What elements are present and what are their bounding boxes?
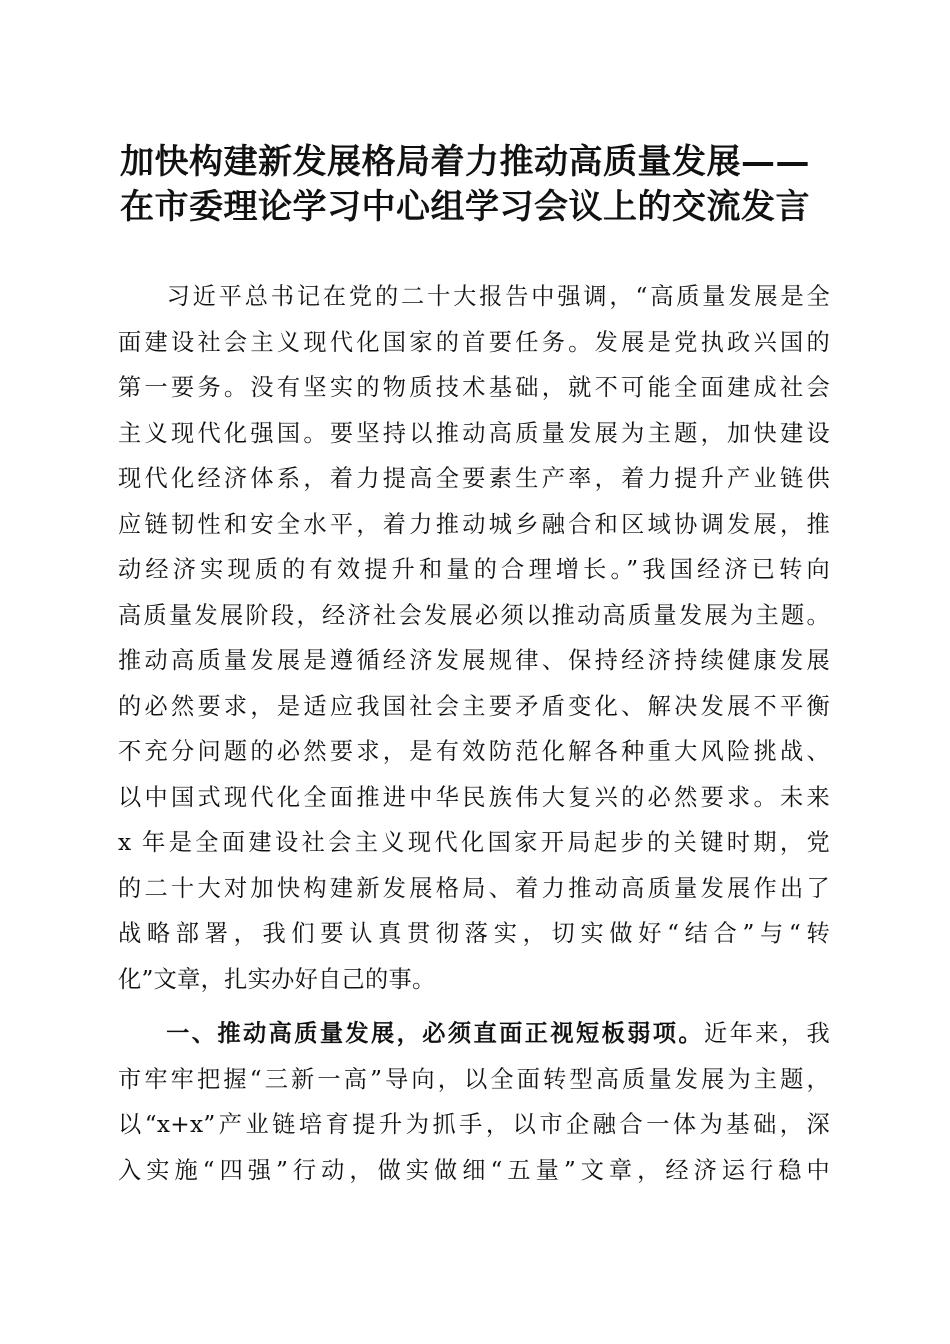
paragraph-1-line-8: 高质量发展阶段，经济社会发展必须以推动高质量发展为主题。 (118, 601, 830, 629)
document-title-line-2: 在市委理论学习中心组学习会议上的交流发言 (120, 187, 810, 227)
paragraph-1-line-13: x 年是全面建设社会主义现代化国家开局起步的关键时期，党 (118, 829, 830, 856)
paragraph-1-line-1-text: 习近平总书记在党的二十大报告中强调，“高质量发展是全 (164, 283, 830, 310)
paragraph-1-line-10: 的必然要求，是适应我国社会主要矛盾变化、解决发展不平衡 (118, 692, 830, 720)
paragraph-1-line-4: 主义现代化强国。要坚持以推动高质量发展为主题，加快建设 (118, 419, 830, 447)
document-body (118, 274, 830, 1193)
section-1-heading: 一、推动高质量发展，必须直面正视短板弱项。 (164, 1020, 705, 1047)
paragraph-1-line-6: 应链韧性和安全水平，着力推动城乡融合和区域协调发展，推 (118, 510, 830, 538)
paragraph-1-line-12: 以中国式现代化全面推进中华民族伟大复兴的必然要求。未来 (118, 783, 830, 811)
paragraph-1-line-16: 化”文章，扎实办好自己的事。 (118, 965, 436, 993)
section-1-line-1 (118, 1011, 830, 1057)
paragraph-1-line-3: 第一要务。没有坚实的物质技术基础，就不可能全面建成社会 (118, 374, 830, 401)
paragraph-1-line-14: 的二十大对加快构建新发展格局、着力推动高质量发展作出了 (118, 874, 830, 902)
section-1-line-3: 以“x+x”产业链培育提升为抓手，以市企融合一体为基础，深 (118, 1111, 830, 1138)
section-1-line-2: 市牢牢把握“三新一高”导向，以全面转型高质量发展为主题， (118, 1065, 830, 1093)
section-1-line-4: 入实施“四强”行动，做实做细“五量”文章，经济运行稳中 (118, 1156, 830, 1184)
section-1-line-1-text: 近年来，我 (704, 1020, 830, 1047)
paragraph-1-line-15: 战略部署，我们要认真贯彻落实，切实做好“结合”与“转 (118, 920, 830, 947)
document-title-line-1: 加快构建新发展格局着力推动高质量发展—— (120, 142, 810, 182)
paragraph-1-line-5: 现代化经济体系，着力提高全要素生产率，着力提升产业链供 (118, 465, 830, 492)
paragraph-1-line-1 (118, 274, 830, 320)
paragraph-1-line-2: 面建设社会主义现代化国家的首要任务。发展是党执政兴国的 (118, 328, 830, 356)
paragraph-1-line-7: 动经济实现质的有效提升和量的合理增长。”我国经济已转向 (118, 556, 830, 583)
paragraph-1-line-9: 推动高质量发展是遵循经济发展规律、保持经济持续健康发展 (118, 647, 830, 674)
paragraph-1-line-11: 不充分问题的必然要求，是有效防范化解各种重大风险挑战、 (118, 738, 830, 765)
